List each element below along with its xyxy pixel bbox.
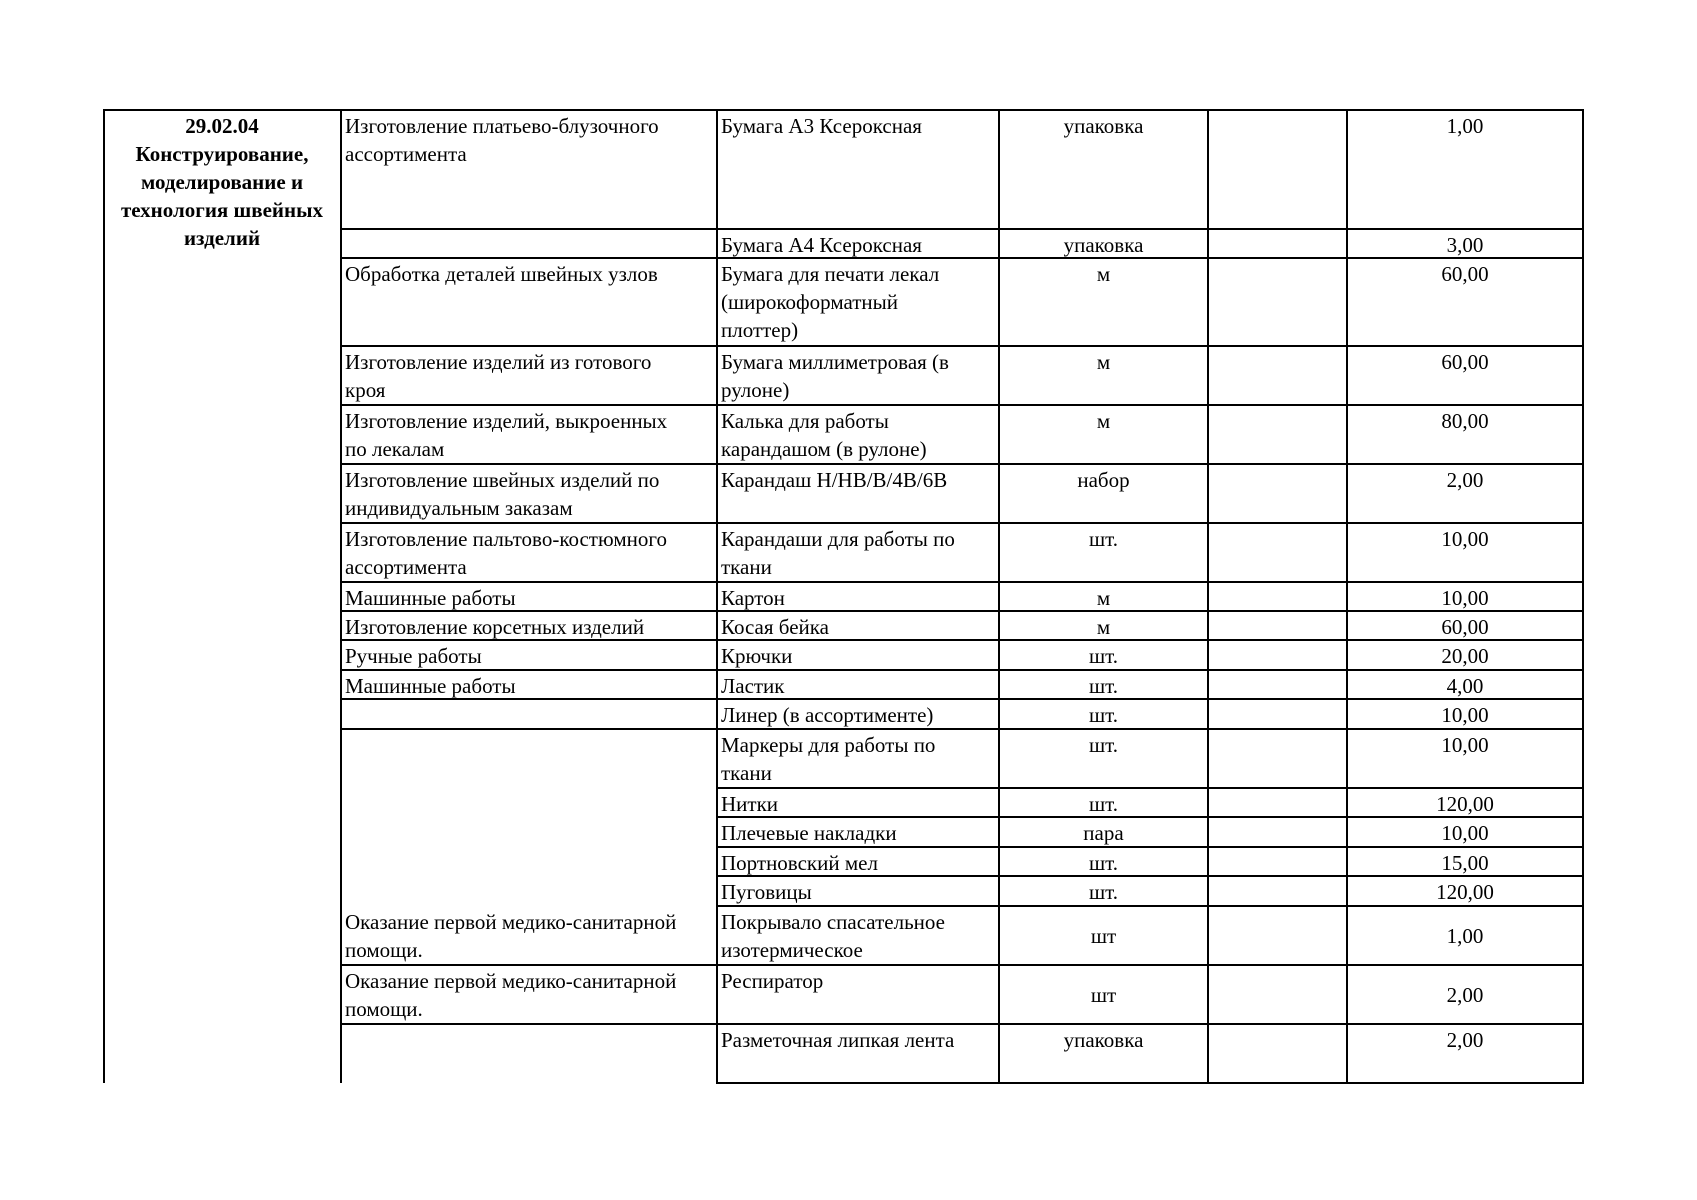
- specialty-name-line: изделий: [183, 226, 261, 250]
- unit-text: шт: [1090, 983, 1117, 1007]
- table-rule: [340, 228, 1584, 230]
- table-rule: [103, 109, 1584, 111]
- material-text: Бумага для печати лекал: [721, 262, 940, 286]
- quantity-text: 1,00: [1446, 924, 1484, 948]
- material-text: Плечевые накладки: [721, 821, 897, 845]
- discipline-text: Ручные работы: [345, 644, 482, 668]
- discipline-text: Оказание первой медико-санитарной: [345, 910, 677, 934]
- specialty-code: 29.02.04: [185, 114, 259, 138]
- discipline-text: помощи.: [345, 997, 423, 1021]
- material-text: Линер (в ассортименте): [721, 703, 934, 727]
- unit-text: упаковка: [1063, 233, 1144, 257]
- specialty-name-line: Конструирование,: [135, 142, 309, 166]
- quantity-text: 60,00: [1441, 615, 1489, 639]
- table-rule: [340, 581, 1584, 583]
- specialty-name-line: моделирование и: [140, 170, 304, 194]
- quantity-text: 60,00: [1441, 262, 1489, 286]
- unit-text: м: [1096, 409, 1111, 433]
- material-text: Пуговицы: [721, 880, 812, 904]
- discipline-text: ассортимента: [345, 555, 467, 579]
- unit-text: набор: [1077, 468, 1130, 492]
- material-text: Ластик: [721, 674, 785, 698]
- quantity-text: 2,00: [1446, 1028, 1484, 1052]
- quantity-text: 10,00: [1441, 527, 1489, 551]
- quantity-text: 2,00: [1446, 468, 1484, 492]
- discipline-text: Изготовление корсетных изделий: [345, 615, 645, 639]
- quantity-text: 10,00: [1441, 586, 1489, 610]
- material-text: ткани: [721, 555, 772, 579]
- specialty-name-line: технология швейных: [120, 198, 324, 222]
- unit-text: м: [1096, 586, 1111, 610]
- unit-text: шт.: [1088, 703, 1119, 727]
- table-rule: [340, 404, 1584, 406]
- table-rule: [340, 1023, 1584, 1025]
- table-rule: [716, 787, 1584, 789]
- discipline-text: Обработка деталей швейных узлов: [345, 262, 658, 286]
- quantity-text: 15,00: [1441, 851, 1489, 875]
- material-text: карандашом (в рулоне): [721, 437, 927, 461]
- material-text: Покрывало спасательное: [721, 910, 945, 934]
- material-text: Бумага А4 Ксероксная: [721, 233, 922, 257]
- quantity-text: 60,00: [1441, 350, 1489, 374]
- discipline-text: Изготовление швейных изделий по: [345, 468, 660, 492]
- material-text: Карандаш H/HB/B/4B/6B: [721, 468, 948, 492]
- unit-text: упаковка: [1063, 114, 1144, 138]
- discipline-text: Изготовление изделий, выкроенных: [345, 409, 668, 433]
- quantity-text: 4,00: [1446, 674, 1484, 698]
- discipline-text: Изготовление изделий из готового: [345, 350, 652, 374]
- unit-text: шт.: [1088, 527, 1119, 551]
- material-text: Косая бейка: [721, 615, 829, 639]
- unit-text: шт.: [1088, 792, 1119, 816]
- discipline-text: Машинные работы: [345, 586, 516, 610]
- unit-text: шт.: [1088, 674, 1119, 698]
- material-text: Карандаши для работы по: [721, 527, 955, 551]
- quantity-text: 10,00: [1441, 733, 1489, 757]
- table-rule: [340, 964, 1584, 966]
- material-text: Респиратор: [721, 969, 824, 993]
- discipline-text: Изготовление платьево-блузочного: [345, 114, 659, 138]
- unit-text: м: [1096, 615, 1111, 639]
- table-rule: [340, 110, 342, 1083]
- material-text: Разметочная липкая лента: [721, 1028, 955, 1052]
- material-text: Портновский мел: [721, 851, 878, 875]
- quantity-text: 20,00: [1441, 644, 1489, 668]
- material-text: Бумага миллиметровая (в: [721, 350, 949, 374]
- discipline-text: индивидуальным заказам: [345, 496, 573, 520]
- discipline-text: кроя: [345, 378, 386, 402]
- unit-text: шт.: [1088, 880, 1119, 904]
- unit-text: шт.: [1088, 851, 1119, 875]
- quantity-text: 2,00: [1446, 983, 1484, 1007]
- discipline-text: Оказание первой медико-санитарной: [345, 969, 677, 993]
- quantity-text: 10,00: [1441, 703, 1489, 727]
- material-text: Бумага А3 Ксероксная: [721, 114, 922, 138]
- quantity-text: 120,00: [1436, 792, 1494, 816]
- unit-text: м: [1096, 262, 1111, 286]
- table-rule: [103, 110, 105, 1083]
- discipline-text: ассортимента: [345, 142, 467, 166]
- unit-text: шт.: [1088, 733, 1119, 757]
- material-text: Калька для работы: [721, 409, 889, 433]
- material-text: рулоне): [721, 378, 790, 402]
- material-text: Маркеры для работы по: [721, 733, 936, 757]
- table-rule: [340, 522, 1584, 524]
- unit-text: упаковка: [1063, 1028, 1144, 1052]
- material-text: плоттер): [721, 318, 799, 342]
- unit-text: шт: [1090, 924, 1117, 948]
- quantity-text: 1,00: [1446, 114, 1484, 138]
- quantity-text: 3,00: [1446, 233, 1484, 257]
- material-text: Крючки: [721, 644, 793, 668]
- unit-text: м: [1096, 350, 1111, 374]
- material-text: (широкоформатный: [721, 290, 899, 314]
- table-rule: [340, 345, 1584, 347]
- quantity-text: 120,00: [1436, 880, 1494, 904]
- quantity-text: 10,00: [1441, 821, 1489, 845]
- material-text: изотермическое: [721, 938, 863, 962]
- discipline-text: Изготовление пальтово-костюмного: [345, 527, 668, 551]
- table-rule: [340, 463, 1584, 465]
- unit-text: шт.: [1088, 644, 1119, 668]
- material-text: Картон: [721, 586, 785, 610]
- quantity-text: 80,00: [1441, 409, 1489, 433]
- material-text: Нитки: [721, 792, 779, 816]
- discipline-text: Машинные работы: [345, 674, 516, 698]
- unit-text: пара: [1083, 821, 1124, 845]
- discipline-text: помощи.: [345, 938, 423, 962]
- table-rule: [716, 1082, 1584, 1084]
- material-text: ткани: [721, 761, 772, 785]
- discipline-text: по лекалам: [345, 437, 445, 461]
